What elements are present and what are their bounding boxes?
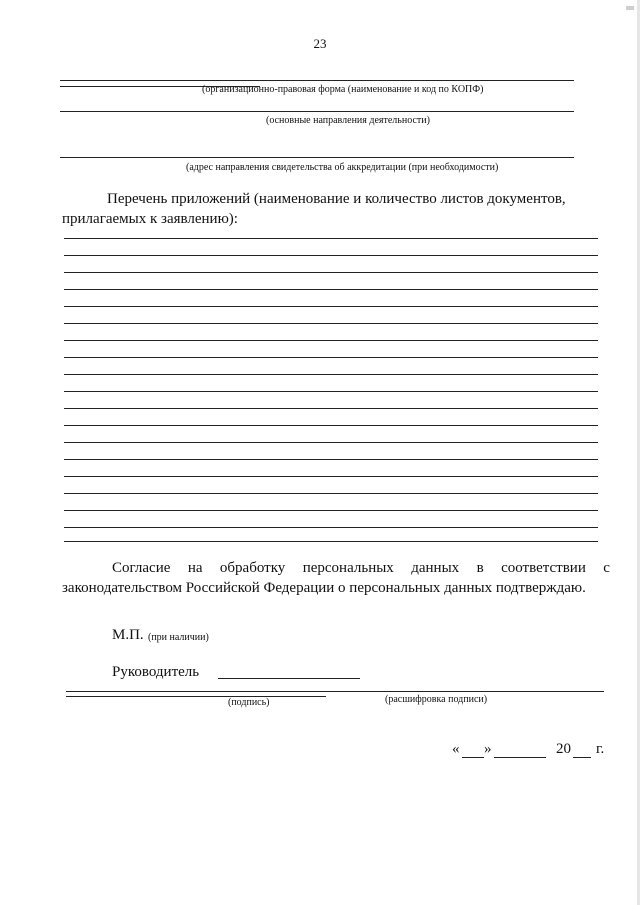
- consent-word: с: [603, 560, 610, 576]
- org-form-caption: (организационно-правовая форма (наименование и код по КОПФ): [202, 84, 484, 95]
- decode-caption: (расшифровка подписи): [385, 694, 488, 705]
- attachment-line[interactable]: [64, 272, 598, 273]
- date-close-quote: »: [484, 741, 492, 757]
- attachment-line[interactable]: [64, 289, 598, 290]
- consent-word: на: [187, 560, 203, 576]
- attachment-line[interactable]: [64, 425, 598, 426]
- attachment-line[interactable]: [64, 527, 598, 528]
- address-caption: (адрес направления свидетельства об аккредитации (при необходимости): [186, 162, 499, 173]
- attachment-line[interactable]: [64, 493, 598, 494]
- date-day-blank[interactable]: [462, 757, 484, 758]
- attachment-line[interactable]: [64, 510, 598, 511]
- attachment-line[interactable]: [64, 442, 598, 443]
- consent-word: данных: [411, 560, 460, 576]
- page-number: 23: [313, 36, 327, 51]
- consent-line1: [112, 560, 610, 577]
- signature-line-2: [66, 696, 326, 697]
- attachment-line[interactable]: [64, 340, 598, 341]
- date-field[interactable]: [452, 741, 612, 761]
- scan-mark: [626, 6, 634, 10]
- consent-word: обработку: [219, 560, 286, 576]
- date-open-quote: «: [452, 741, 460, 757]
- consent-word: Согласие: [112, 560, 171, 576]
- attachment-line[interactable]: [64, 408, 598, 409]
- attachment-line[interactable]: [64, 541, 598, 542]
- stamp-note: (при наличии): [148, 632, 209, 643]
- attachments-heading-line2: прилагаемых к заявлению):: [62, 211, 238, 227]
- attachment-line[interactable]: [64, 238, 598, 239]
- address-line: [60, 157, 574, 158]
- activities-line: [60, 111, 574, 112]
- date-year-prefix: 20: [556, 741, 571, 757]
- attachment-line[interactable]: [64, 459, 598, 460]
- attachment-line[interactable]: [64, 476, 598, 477]
- date-year-suffix: г.: [596, 741, 605, 757]
- attachment-line[interactable]: [64, 255, 598, 256]
- attachment-line[interactable]: [64, 357, 598, 358]
- consent-line2: законодательством Российской Федерации о персональных данных подтверждаю.: [62, 580, 586, 596]
- attachment-line[interactable]: [64, 323, 598, 324]
- sign-caption: (подпись): [228, 697, 270, 708]
- org-form-line: [60, 80, 574, 81]
- consent-word: соответствии: [501, 560, 586, 576]
- attachment-line[interactable]: [64, 306, 598, 307]
- signature-role: Руководитель: [112, 664, 200, 680]
- date-year-blank[interactable]: [573, 757, 591, 758]
- attachment-line[interactable]: [64, 374, 598, 375]
- signature-line[interactable]: [66, 691, 604, 692]
- signature-role-line[interactable]: [218, 678, 360, 679]
- activities-caption: (основные направления деятельности): [266, 115, 430, 126]
- consent-word: в: [476, 560, 484, 576]
- consent-word: персональных: [302, 560, 394, 576]
- attachment-line[interactable]: [64, 391, 598, 392]
- stamp-label: М.П.: [112, 627, 144, 643]
- attachments-heading-line1: Перечень приложений (наименование и количество листов документов,: [107, 191, 566, 207]
- date-month-blank[interactable]: [494, 757, 546, 758]
